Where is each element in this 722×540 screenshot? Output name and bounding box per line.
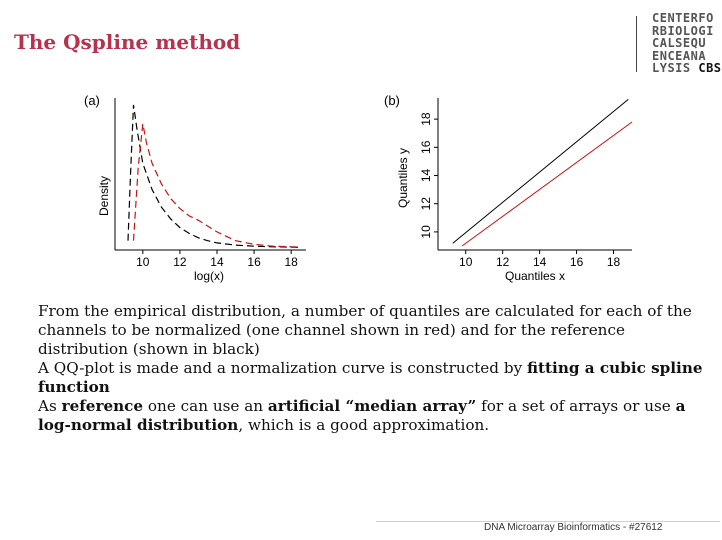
panel-b-xtick-label: 12 xyxy=(495,255,510,269)
paragraph-qqplot xyxy=(38,359,708,397)
ref-bold-1: reference xyxy=(61,397,144,415)
slide-title: The Qspline method xyxy=(14,30,241,54)
panel-a-ylabel: Density xyxy=(97,175,111,217)
logo-row-prefix: LYSIS xyxy=(652,61,699,75)
panel-b-ytick-label: 10 xyxy=(419,225,433,239)
footer: DNA Microarray Bioinformatics - #27612 xyxy=(484,522,663,533)
panel-a-xtick-label: 16 xyxy=(247,255,261,269)
panel-b-xtick-label: 10 xyxy=(459,255,473,269)
logo-row xyxy=(652,62,722,75)
panel-b-tag: (b) xyxy=(384,93,400,108)
ref-text-3: for a set of arrays or use xyxy=(476,397,676,415)
qqplot-bold: fitting a cubic spline function xyxy=(38,359,703,396)
cbs-logo xyxy=(652,12,722,75)
figure xyxy=(86,88,646,288)
panel-a-xlabel: log(x) xyxy=(193,269,225,283)
logo-row: ENCEANA xyxy=(652,48,707,63)
logo-divider xyxy=(636,16,637,72)
density-plot xyxy=(86,88,326,288)
panel-b-xlabel: Quantiles x xyxy=(504,269,566,283)
qq-reference-line xyxy=(453,99,629,243)
density-reference-line xyxy=(128,105,300,247)
panel-a-xtick-label: 12 xyxy=(173,255,187,269)
logo-row: RBIOLOGI xyxy=(652,23,714,38)
logo-row: CENTERFO xyxy=(652,11,714,25)
panel-b-ytick-label: 16 xyxy=(419,140,433,154)
panel-a-tag: (a) xyxy=(84,93,100,108)
paragraph-reference xyxy=(38,397,708,435)
ref-text-2: one can use an xyxy=(143,397,268,415)
logo-cbs: CBS xyxy=(698,61,722,75)
density-channel-line xyxy=(134,124,301,247)
qqplot-text: A QQ-plot is made and a normalization curve is constructed by xyxy=(38,359,527,377)
panel-b-ylabel: Quantiles y xyxy=(396,147,410,209)
panel-a-xtick-label: 10 xyxy=(136,255,150,269)
panel-b-ytick-label: 14 xyxy=(419,168,433,183)
panel-b-ytick-label: 12 xyxy=(419,197,433,211)
ref-text-4: , which is a good approximation. xyxy=(238,416,490,434)
panel-a-xtick-label: 18 xyxy=(284,255,298,269)
panel-b-xtick-label: 14 xyxy=(532,255,547,269)
qq-channel-line xyxy=(462,122,632,246)
logo-row: CALSEQU xyxy=(652,36,707,50)
panel-b-ytick-label: 18 xyxy=(419,112,433,126)
ref-text-1: As xyxy=(38,397,62,415)
paragraph-quantiles: From the empirical distribution, a number of quantiles are calculated for each of the channels to be normalized (one channel shown in red) and for the reference distribution (shown in black) xyxy=(38,302,692,358)
panel-a-xtick-label: 14 xyxy=(210,255,224,269)
panel-b-xtick-label: 16 xyxy=(569,255,584,269)
body-text xyxy=(38,302,708,435)
ref-bold-3: a log-normal distribution xyxy=(38,397,686,434)
ref-bold-2: artificial “median array” xyxy=(267,397,477,415)
qq-plot xyxy=(382,88,646,288)
panel-b-xtick-label: 18 xyxy=(606,255,621,269)
